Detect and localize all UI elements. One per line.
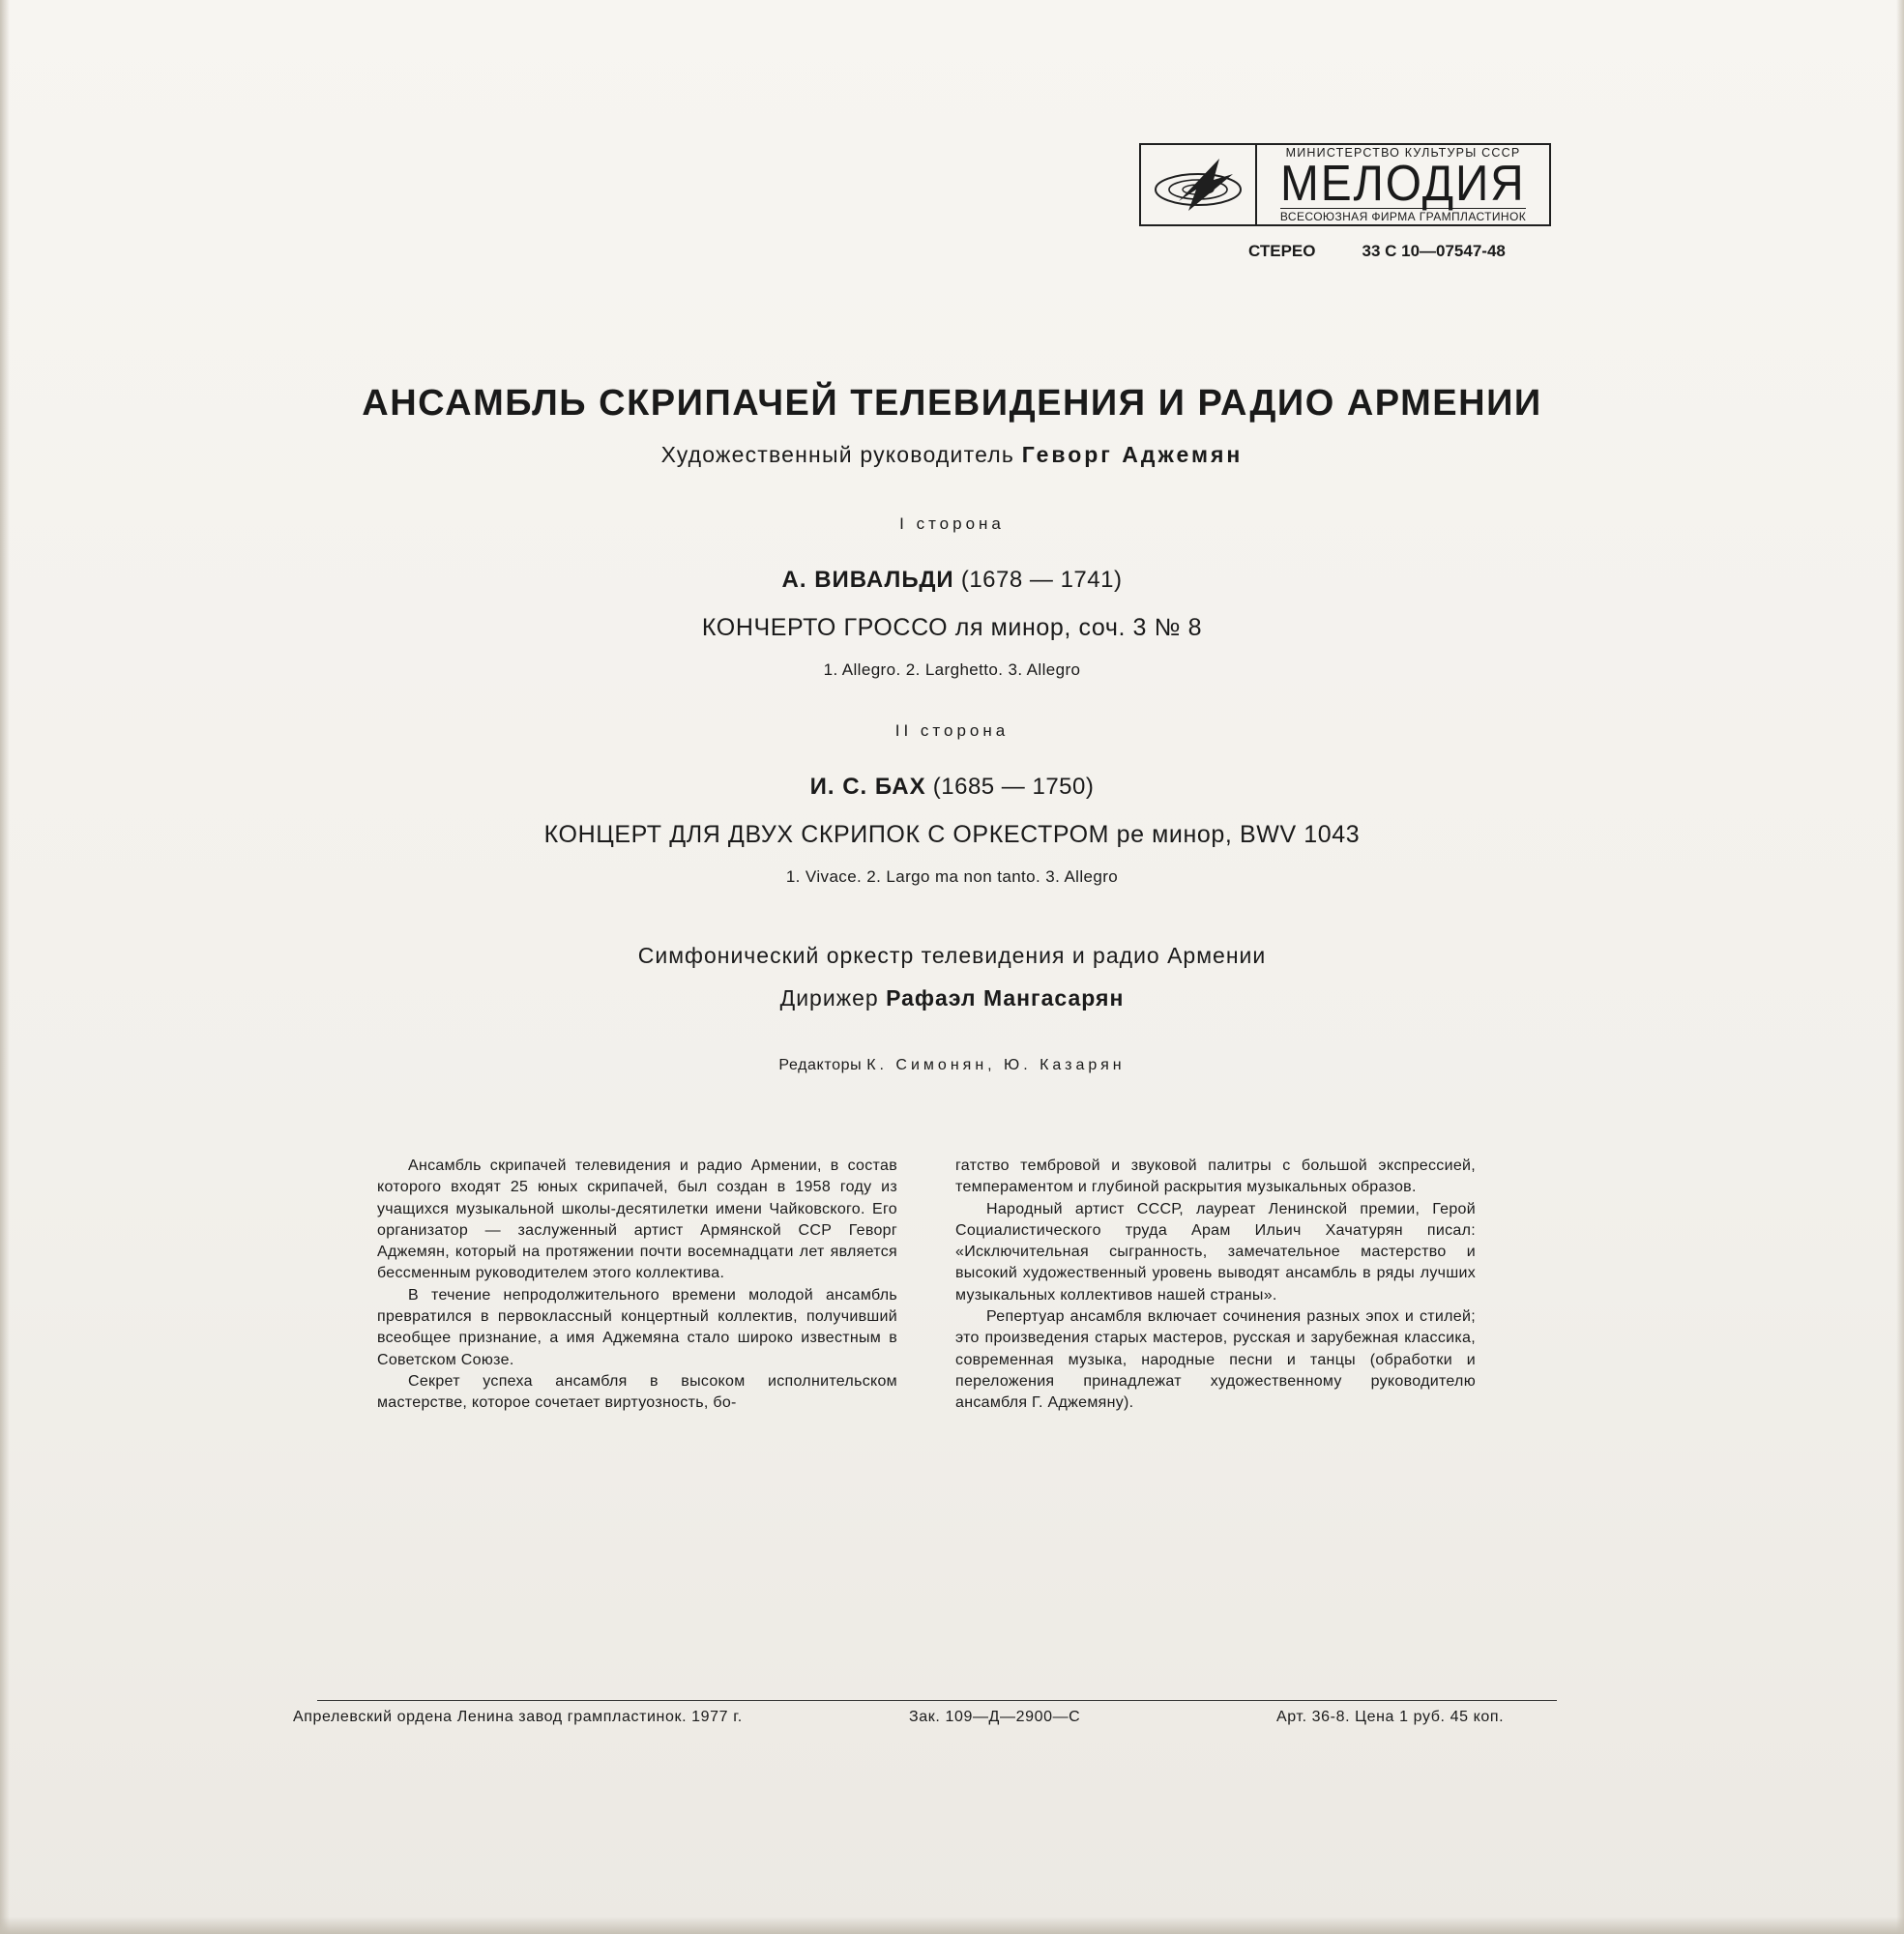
order-number: Зак. 109—Д—2900—С	[909, 1709, 1081, 1725]
liner-paragraph: Народный артист СССР, лауреат Ленинской премии, Герой Социалистического труда Арам Ильич Хачатурян писал: «Исключительная сыгранность, замечательное мастерство и высокий художественный уровень выводят ансамбль в ряды лучших музыкальных коллективов нашей страны».	[955, 1200, 1476, 1304]
liner-paragraph: Ансамбль скрипачей телевидения и радио Армении, в состав которого входят 25 юных скрипачей, был создан в 1958 году из учащихся музыкальной школы-десятилетки имени Чайковского. Его организатор — заслуженный артист Армянской ССР Геворг Аджемян, который на протяжении почти восемнадцати лет является бессменным руководителем этого коллектива.	[377, 1157, 897, 1282]
editors-credit	[0, 1057, 1904, 1074]
catalog-number: 33 С 10—07547-48	[1362, 242, 1506, 260]
side-two-label: II сторона	[894, 721, 1010, 740]
composer-years: (1685 — 1750)	[932, 774, 1095, 800]
side-one-movements: 1. Allegro. 2. Larghetto. 3. Allegro	[823, 660, 1081, 679]
artistic-director	[0, 442, 1904, 468]
liner-notes-right-column	[955, 1156, 1476, 1415]
composer-years: (1678 — 1741)	[960, 567, 1123, 593]
format-label: СТЕРЕО	[1248, 242, 1316, 260]
editors-names: К. Симонян, Ю. Казарян	[866, 1057, 1126, 1073]
side-one-composer	[0, 567, 1904, 594]
liner-paragraph-continued: гатство тембровой и звуковой палитры с большой экспрессией, темпераментом и глубиной раскрытия музыкальных образов.	[955, 1157, 1476, 1196]
melodiya-emblem-icon	[1141, 145, 1257, 224]
side-one-work: КОНЧЕРТО ГРОССО ля минор, соч. 3 № 8	[701, 614, 1203, 641]
editors-label: Редакторы	[778, 1057, 863, 1073]
catalog-line	[1248, 242, 1558, 261]
side-two-composer	[0, 774, 1904, 801]
side-one-label: I сторона	[899, 514, 1005, 533]
side-two-work: КОНЦЕРТ ДЛЯ ДВУХ СКРИПОК С ОРКЕСТРОМ ре минор, BWV 1043	[543, 821, 1361, 848]
director-name: Геворг Аджемян	[1021, 442, 1244, 467]
liner-paragraph: Репертуар ансамбля включает сочинения разных эпох и стилей; это произведения старых мастеров, русская и зарубежная классика, современная музыка, народные песни и танцы (обработки и переложения принадлежат художественному руководителю ансамбля Г. Аджемяну).	[955, 1308, 1476, 1412]
ministry-label: МИНИСТЕРСТВО КУЛЬТУРЫ СССР	[1285, 146, 1521, 160]
sleeve-edge-bottom	[0, 1917, 1904, 1934]
conductor-credit	[0, 985, 1904, 1011]
liner-paragraph: В течение непродолжительного времени молодой ансамбль превратился в первоклассный концертный коллектив, получивший всеобщее признание, а имя Аджемяна стало широко известным в Советском Союзе.	[377, 1286, 897, 1368]
composer-name: А. ВИВАЛЬДИ	[781, 567, 954, 593]
footer-divider	[317, 1700, 1557, 1701]
price-label: Арт. 36-8. Цена 1 руб. 45 коп.	[1276, 1709, 1505, 1725]
liner-paragraph: Секрет успеха ансамбля в высоком исполнительском мастерстве, которое сочетает виртуозность, бо-	[377, 1372, 897, 1412]
conductor-name: Рафаэл Мангасарян	[886, 985, 1125, 1011]
director-label: Художественный руководитель	[660, 442, 1015, 467]
side-two-movements: 1. Vivace. 2. Largo ma non tanto. 3. Allegro	[785, 867, 1119, 886]
brand-name: МЕЛОДИЯ	[1280, 156, 1526, 212]
conductor-label: Дирижер	[779, 985, 879, 1011]
pressing-plant: Апрелевский ордена Ленина завод грампластинок. 1977 г.	[293, 1709, 743, 1725]
composer-name: И. С. БАХ	[809, 774, 926, 800]
album-title: АНСАМБЛЬ СКРИПАЧЕЙ ТЕЛЕВИДЕНИЯ И РАДИО АРМЕНИИ	[362, 383, 1542, 424]
orchestra-credit: Симфонический оркестр телевидения и радио Армении	[637, 943, 1267, 968]
liner-notes-left-column	[377, 1156, 897, 1415]
firm-label: ВСЕСОЮЗНАЯ ФИРМА ГРАМПЛАСТИНОК	[1279, 210, 1527, 223]
melodiya-logo	[1139, 143, 1551, 226]
